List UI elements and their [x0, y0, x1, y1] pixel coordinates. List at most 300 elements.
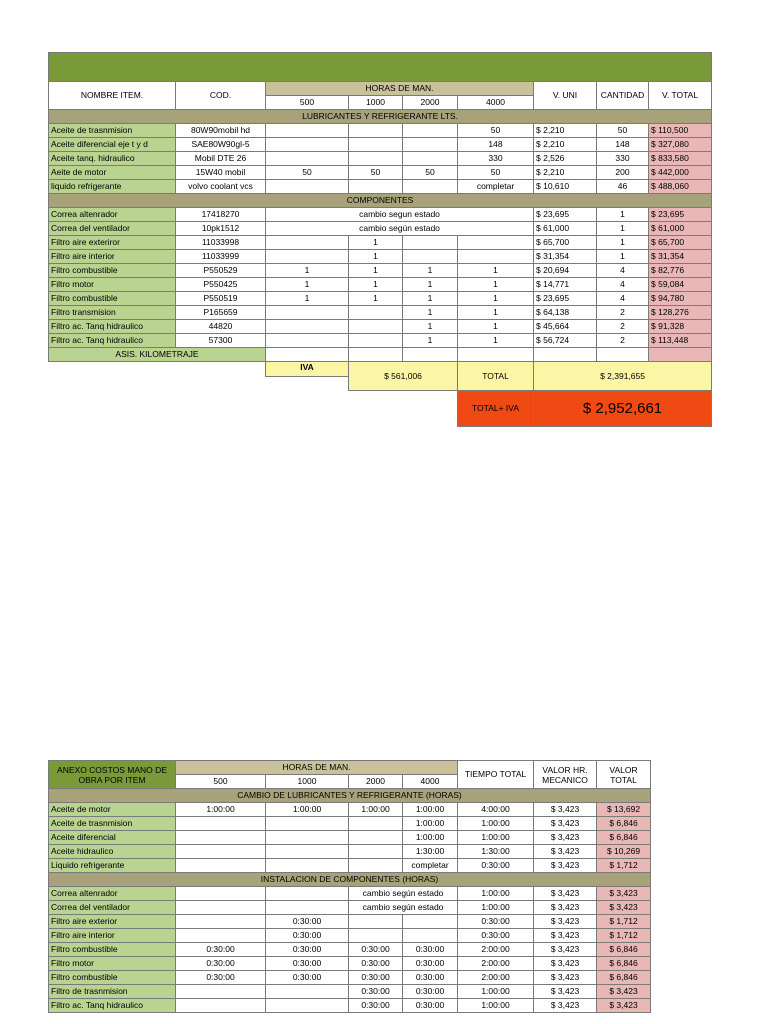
- hourly-rate: $ 3,423: [534, 971, 597, 985]
- item-name: Filtro ac. Tanq hidraulico: [49, 334, 176, 348]
- total-value: $ 82,776: [649, 264, 712, 278]
- quantity: 1: [597, 250, 649, 264]
- hours-2000: 1: [403, 320, 458, 334]
- hours-2000: [403, 236, 458, 250]
- table-row: [49, 320, 712, 334]
- hours-500: [176, 887, 266, 901]
- total-value: $ 31,354: [649, 250, 712, 264]
- item-code: P550529: [176, 264, 266, 278]
- iva-value: $ 561,006: [349, 362, 458, 391]
- item-name: Aceite hidraulico: [49, 845, 176, 859]
- hours-4000: 1:30:00: [403, 845, 458, 859]
- unit-value: $ 10,610: [534, 180, 597, 194]
- quantity: 4: [597, 292, 649, 306]
- item-name: Filtro ac. Tanq hidraulico: [49, 320, 176, 334]
- hourly-rate: $ 3,423: [534, 929, 597, 943]
- hours-500: 1:00:00: [176, 803, 266, 817]
- hours-500: [266, 180, 349, 194]
- table-row: [49, 264, 712, 278]
- hours-500: [266, 334, 349, 348]
- quantity: 1: [597, 236, 649, 250]
- hours-4000: [403, 929, 458, 943]
- item-name: Filtro aire exteriror: [49, 236, 176, 250]
- item-code: 10pk1512: [176, 222, 266, 236]
- hours-500: [266, 152, 349, 166]
- hours-1000: [349, 124, 403, 138]
- hours-2000: [349, 915, 403, 929]
- quantity: 2: [597, 306, 649, 320]
- table-row: [49, 292, 712, 306]
- hours-500: 0:30:00: [176, 943, 266, 957]
- hours-2000: [349, 859, 403, 873]
- total-value: $ 488,060: [649, 180, 712, 194]
- hours-1000: [266, 901, 349, 915]
- hours-4000: 0:30:00: [403, 985, 458, 999]
- hours-1000: [266, 817, 349, 831]
- hours-4000: 330: [458, 152, 534, 166]
- labor-total: $ 6,846: [597, 817, 651, 831]
- hours-1000: 0:30:00: [266, 957, 349, 971]
- item-name: Filtro aire interior: [49, 929, 176, 943]
- col-header-2000: 2000: [349, 775, 403, 789]
- total-time: 1:00:00: [458, 985, 534, 999]
- hours-1000: 0:30:00: [266, 915, 349, 929]
- table-row: [49, 957, 651, 971]
- item-name: Filtro motor: [49, 278, 176, 292]
- total-value: $ 23,695: [649, 208, 712, 222]
- hours-2000: 1:00:00: [349, 803, 403, 817]
- item-name: Filtro ac. Tanq hidraulico: [49, 999, 176, 1013]
- item-code: P165659: [176, 306, 266, 320]
- labor-total: $ 1,712: [597, 859, 651, 873]
- hours-500: 0:30:00: [176, 957, 266, 971]
- hours-4000: 0:30:00: [403, 957, 458, 971]
- empty-cell: [458, 348, 534, 362]
- item-name: Liquido refrigerante: [49, 859, 176, 873]
- materials-cost-table: [48, 52, 712, 427]
- hours-4000: 1: [458, 278, 534, 292]
- total-value: $ 59,084: [649, 278, 712, 292]
- labor-cost-table: [48, 760, 651, 1013]
- unit-value: $ 61,000: [534, 222, 597, 236]
- labor-total: $ 13,692: [597, 803, 651, 817]
- table-row: [49, 999, 651, 1013]
- table-row: [49, 929, 651, 943]
- hours-500: 1: [266, 292, 349, 306]
- hours-4000: 1: [458, 320, 534, 334]
- hours-1000: 1: [349, 250, 403, 264]
- col-header-500: 500: [176, 775, 266, 789]
- unit-value: $ 45,664: [534, 320, 597, 334]
- col-header-1000: 1000: [349, 96, 403, 110]
- table-row: [49, 306, 712, 320]
- hours-4000: [458, 236, 534, 250]
- hours-1000: 1: [349, 278, 403, 292]
- total-iva-value: $ 2,952,661: [534, 391, 712, 427]
- hours-2000: [349, 929, 403, 943]
- hours-500: [266, 250, 349, 264]
- table-row: [49, 887, 651, 901]
- unit-value: $ 64,138: [534, 306, 597, 320]
- col-header-vtotal: V. TOTAL: [649, 82, 712, 110]
- section-cambio-lubricantes: CAMBIO DE LUBRICANTES Y REFRIGERANTE (HORAS): [49, 789, 651, 803]
- total-time: 2:00:00: [458, 943, 534, 957]
- hourly-rate: $ 3,423: [534, 901, 597, 915]
- sheet-banner: [49, 53, 712, 82]
- labor-total: $ 6,846: [597, 957, 651, 971]
- labor-title: ANEXO COSTOS MANO DE OBRA POR ITEM: [49, 761, 176, 789]
- total-value: $ 128,276: [649, 306, 712, 320]
- hours-4000: [403, 915, 458, 929]
- hours-500: [266, 320, 349, 334]
- section-instalacion: INSTALACION DE COMPONENTES (HORAS): [49, 873, 651, 887]
- hours-2000: 0:30:00: [349, 943, 403, 957]
- hours-4000: 1: [458, 334, 534, 348]
- hours-1000: 1: [349, 264, 403, 278]
- hourly-rate: $ 3,423: [534, 943, 597, 957]
- total-value: $ 91,328: [649, 320, 712, 334]
- total-time: 1:00:00: [458, 817, 534, 831]
- col-header-cod: COD.: [176, 82, 266, 110]
- total-time: 2:00:00: [458, 971, 534, 985]
- hours-2000: 1: [403, 306, 458, 320]
- item-name: Aceite tanq. hidraulico: [49, 152, 176, 166]
- hours-500: 1: [266, 278, 349, 292]
- item-name: Aceite de trasnmision: [49, 817, 176, 831]
- hours-500: [176, 985, 266, 999]
- hours-2000: 1: [403, 278, 458, 292]
- hours-4000: 0:30:00: [403, 999, 458, 1013]
- item-name: Filtro combustible: [49, 264, 176, 278]
- total-value: $ 442,000: [649, 166, 712, 180]
- hours-1000: [349, 320, 403, 334]
- item-name: Filtro combustible: [49, 292, 176, 306]
- asis-kilometraje: ASIS. KILOMETRAJE: [49, 348, 266, 362]
- hours-1000: [349, 138, 403, 152]
- item-code: 11033998: [176, 236, 266, 250]
- table-row: [49, 180, 712, 194]
- item-code: SAE80W90gl-5: [176, 138, 266, 152]
- hours-4000: 148: [458, 138, 534, 152]
- total-value: $ 61,000: [649, 222, 712, 236]
- item-name: Aceite de trasnmision: [49, 124, 176, 138]
- col-header-tiempo: TIEMPO TOTAL: [458, 761, 534, 789]
- col-header-4000: 4000: [403, 775, 458, 789]
- table-row: [49, 138, 712, 152]
- hourly-rate: $ 3,423: [534, 999, 597, 1013]
- labor-total: $ 6,846: [597, 943, 651, 957]
- table-row: [49, 208, 712, 222]
- hours-500: [266, 124, 349, 138]
- replacement-note: cambio según estado: [266, 222, 534, 236]
- hours-2000: [403, 250, 458, 264]
- item-name: Filtro transmision: [49, 306, 176, 320]
- unit-value: $ 14,771: [534, 278, 597, 292]
- item-code: volvo coolant vcs: [176, 180, 266, 194]
- unit-value: $ 2,210: [534, 166, 597, 180]
- hours-4000: 1: [458, 264, 534, 278]
- hours-500: [176, 817, 266, 831]
- quantity: 4: [597, 264, 649, 278]
- labor-total: $ 10,269: [597, 845, 651, 859]
- hours-2000: 1: [403, 292, 458, 306]
- total-value: $ 113,448: [649, 334, 712, 348]
- total-time: 2:00:00: [458, 957, 534, 971]
- table-row: [49, 152, 712, 166]
- hourly-rate: $ 3,423: [534, 887, 597, 901]
- table-row: [49, 278, 712, 292]
- total-time: 1:30:00: [458, 845, 534, 859]
- total-time: 1:00:00: [458, 831, 534, 845]
- item-name: Aceite de motor: [49, 803, 176, 817]
- total-time: 1:00:00: [458, 901, 534, 915]
- hours-500: [266, 236, 349, 250]
- hourly-rate: $ 3,423: [534, 803, 597, 817]
- hours-2000: [403, 180, 458, 194]
- item-code: P550519: [176, 292, 266, 306]
- labor-total: $ 3,423: [597, 901, 651, 915]
- hours-4000: 1:00:00: [403, 831, 458, 845]
- hours-500: [176, 845, 266, 859]
- hours-500: [176, 915, 266, 929]
- hours-500: 50: [266, 166, 349, 180]
- hours-4000: 1: [458, 292, 534, 306]
- total-time: 4:00:00: [458, 803, 534, 817]
- hours-2000: [403, 124, 458, 138]
- hours-4000: completar: [458, 180, 534, 194]
- item-name: Filtro aire interior: [49, 250, 176, 264]
- table-row: [49, 334, 712, 348]
- labor-total: $ 3,423: [597, 887, 651, 901]
- hours-1000: [349, 334, 403, 348]
- table-row: [49, 831, 651, 845]
- hours-1000: [266, 845, 349, 859]
- col-header-horas: HORAS DE MAN.: [266, 82, 534, 96]
- section-lubricantes: LUBRICANTES Y REFRIGERANTE LTS.: [49, 110, 712, 124]
- total-value: $ 2,391,655: [534, 362, 712, 391]
- total-value: $ 110,500: [649, 124, 712, 138]
- item-name: Aeite de motor: [49, 166, 176, 180]
- hours-1000: 1:00:00: [266, 803, 349, 817]
- quantity: 46: [597, 180, 649, 194]
- unit-value: $ 2,526: [534, 152, 597, 166]
- total-value: $ 65,700: [649, 236, 712, 250]
- table-row: [49, 845, 651, 859]
- item-name: Aceite diferencial: [49, 831, 176, 845]
- hours-2000: 0:30:00: [349, 999, 403, 1013]
- replacement-note: cambio según estado: [349, 901, 458, 915]
- hours-1000: 50: [349, 166, 403, 180]
- table-row: [49, 985, 651, 999]
- section-componentes: COMPONENTES: [49, 194, 712, 208]
- hours-2000: [403, 138, 458, 152]
- hours-500: [266, 138, 349, 152]
- labor-total: $ 6,846: [597, 831, 651, 845]
- item-name: liquido refrigerante: [49, 180, 176, 194]
- hours-2000: [349, 817, 403, 831]
- empty-cell: [403, 348, 458, 362]
- hours-1000: 1: [349, 236, 403, 250]
- item-code: Mobil DTE 26: [176, 152, 266, 166]
- item-name: Filtro combustible: [49, 971, 176, 985]
- col-header-valor-hr: VALOR HR. MECANICO: [534, 761, 597, 789]
- hours-2000: [349, 831, 403, 845]
- quantity: 2: [597, 320, 649, 334]
- hours-500: [176, 929, 266, 943]
- table-row: [49, 250, 712, 264]
- item-code: 17418270: [176, 208, 266, 222]
- table-row: [49, 901, 651, 915]
- table-row: [49, 166, 712, 180]
- item-code: 44820: [176, 320, 266, 334]
- replacement-note: cambio segun estado: [266, 208, 534, 222]
- hours-2000: 1: [403, 334, 458, 348]
- table-row: [49, 915, 651, 929]
- hourly-rate: $ 3,423: [534, 957, 597, 971]
- item-code: 80W90mobil hd: [176, 124, 266, 138]
- item-code: 57300: [176, 334, 266, 348]
- item-name: Filtro motor: [49, 957, 176, 971]
- quantity: 330: [597, 152, 649, 166]
- quantity: 2: [597, 334, 649, 348]
- hourly-rate: $ 3,423: [534, 985, 597, 999]
- col-header-4000: 4000: [458, 96, 534, 110]
- col-header-valor-total: VALOR TOTAL: [597, 761, 651, 789]
- hours-4000: 1:00:00: [403, 817, 458, 831]
- empty-cell: [266, 348, 349, 362]
- quantity: 1: [597, 222, 649, 236]
- item-name: Filtro combustible: [49, 943, 176, 957]
- iva-label: IVA: [266, 362, 349, 377]
- hours-4000: 50: [458, 124, 534, 138]
- hourly-rate: $ 3,423: [534, 915, 597, 929]
- total-time: 0:30:00: [458, 915, 534, 929]
- col-header-2000: 2000: [403, 96, 458, 110]
- item-name: Filtro aire exterior: [49, 915, 176, 929]
- quantity: 50: [597, 124, 649, 138]
- table-row: [49, 222, 712, 236]
- hourly-rate: $ 3,423: [534, 845, 597, 859]
- labor-total: $ 3,423: [597, 985, 651, 999]
- hours-500: [266, 306, 349, 320]
- hours-1000: 1: [349, 292, 403, 306]
- hours-500: [176, 859, 266, 873]
- item-name: Correa altenrador: [49, 887, 176, 901]
- col-header-horas: HORAS DE MAN.: [176, 761, 458, 775]
- item-name: Aceite diferencial eje t y d: [49, 138, 176, 152]
- unit-value: $ 20,694: [534, 264, 597, 278]
- item-code: 15W40 mobil: [176, 166, 266, 180]
- total-time: 0:30:00: [458, 859, 534, 873]
- labor-total: $ 1,712: [597, 915, 651, 929]
- col-header-500: 500: [266, 96, 349, 110]
- unit-value: $ 23,695: [534, 292, 597, 306]
- hours-4000: 0:30:00: [403, 971, 458, 985]
- hours-500: [176, 901, 266, 915]
- empty-cell: [649, 348, 712, 362]
- quantity: 4: [597, 278, 649, 292]
- hours-4000: 1:00:00: [403, 803, 458, 817]
- quantity: 1: [597, 208, 649, 222]
- hours-4000: [458, 250, 534, 264]
- hours-2000: 1: [403, 264, 458, 278]
- hourly-rate: $ 3,423: [534, 859, 597, 873]
- hours-1000: 0:30:00: [266, 971, 349, 985]
- empty-cell: [349, 348, 403, 362]
- hours-1000: [266, 859, 349, 873]
- hours-2000: 50: [403, 166, 458, 180]
- hours-1000: 0:30:00: [266, 943, 349, 957]
- replacement-note: cambio según estado: [349, 887, 458, 901]
- col-header-item: NOMBRE ITEM.: [49, 82, 176, 110]
- total-label: TOTAL: [458, 362, 534, 391]
- hours-1000: [266, 887, 349, 901]
- hours-4000: 1: [458, 306, 534, 320]
- hours-500: 1: [266, 264, 349, 278]
- item-name: Filtro de trasnmision: [49, 985, 176, 999]
- total-value: $ 833,580: [649, 152, 712, 166]
- hours-1000: [266, 831, 349, 845]
- table-row: [49, 943, 651, 957]
- hours-1000: 0:30:00: [266, 929, 349, 943]
- hours-1000: [266, 999, 349, 1013]
- total-value: $ 94,780: [649, 292, 712, 306]
- item-name: Correa del ventilador: [49, 222, 176, 236]
- total-iva-label: TOTAL+ IVA: [458, 391, 534, 427]
- unit-value: $ 23,695: [534, 208, 597, 222]
- hours-2000: 0:30:00: [349, 971, 403, 985]
- table-row: [49, 971, 651, 985]
- item-name: Correa del ventilador: [49, 901, 176, 915]
- unit-value: $ 31,354: [534, 250, 597, 264]
- table-row: [49, 236, 712, 250]
- unit-value: $ 2,210: [534, 124, 597, 138]
- hours-1000: [266, 985, 349, 999]
- total-value: $ 327,080: [649, 138, 712, 152]
- labor-total: $ 1,712: [597, 929, 651, 943]
- total-time: 0:30:00: [458, 929, 534, 943]
- hours-1000: [349, 306, 403, 320]
- hours-4000: 0:30:00: [403, 943, 458, 957]
- table-row: [49, 803, 651, 817]
- total-time: 1:00:00: [458, 887, 534, 901]
- empty-cell: [597, 348, 649, 362]
- col-header-1000: 1000: [266, 775, 349, 789]
- table-row: [49, 859, 651, 873]
- hours-2000: [349, 845, 403, 859]
- col-header-cantidad: CANTIDAD: [597, 82, 649, 110]
- item-code: 11033999: [176, 250, 266, 264]
- table-row: [49, 124, 712, 138]
- item-name: Correa altenrador: [49, 208, 176, 222]
- hours-1000: [349, 180, 403, 194]
- quantity: 148: [597, 138, 649, 152]
- empty-cell: [534, 348, 597, 362]
- hours-4000: completar: [403, 859, 458, 873]
- col-header-vuni: V. UNI: [534, 82, 597, 110]
- hours-4000: 50: [458, 166, 534, 180]
- hours-2000: 0:30:00: [349, 985, 403, 999]
- hourly-rate: $ 3,423: [534, 831, 597, 845]
- hours-500: [176, 999, 266, 1013]
- unit-value: $ 56,724: [534, 334, 597, 348]
- unit-value: $ 65,700: [534, 236, 597, 250]
- hourly-rate: $ 3,423: [534, 817, 597, 831]
- hours-1000: [349, 152, 403, 166]
- hours-500: [176, 831, 266, 845]
- labor-total: $ 3,423: [597, 999, 651, 1013]
- table-row: [49, 817, 651, 831]
